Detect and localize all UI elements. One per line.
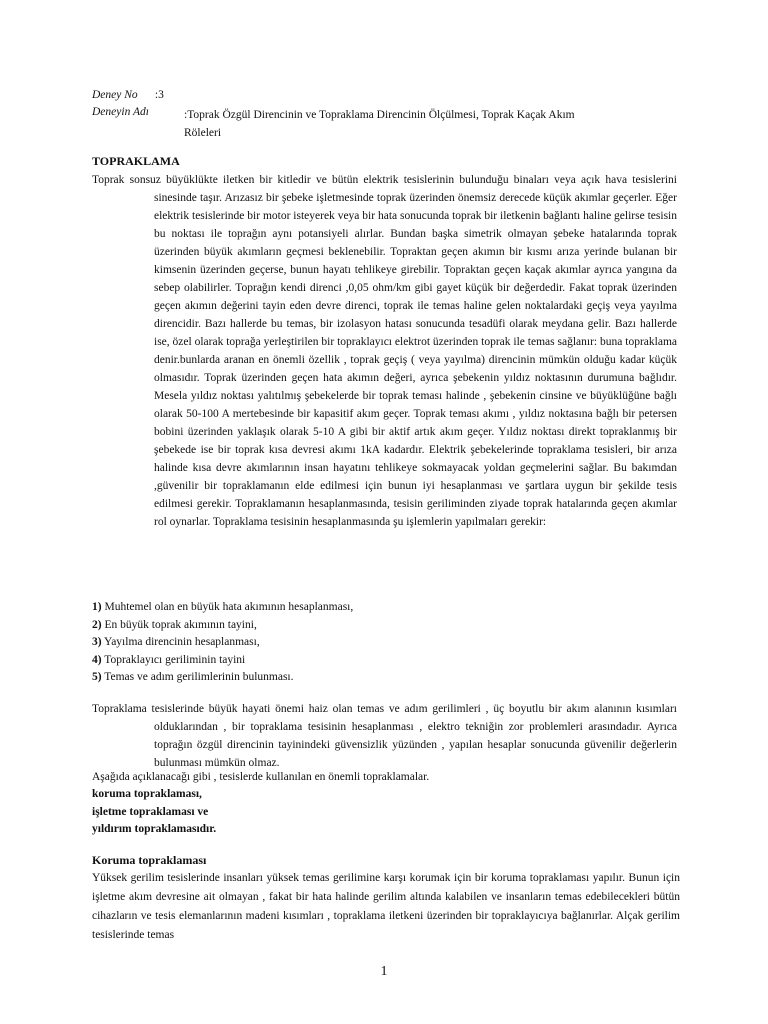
step-text: Temas ve adım gerilimlerinin bulunması. xyxy=(101,671,294,683)
grounding-intro: Aşağıda açıklanacağı gibi , tesislerde kullanılan en önemli topraklamalar. xyxy=(92,771,430,783)
koruma-paragraph: Yüksek gerilim tesislerinde insanları yüksek temas gerilimine karşı korumak için bir koruma topraklaması yapılır. Bunun için işletme akım devresine ait olmayan , fakat bir hata halinde gerilim altında kalabilen ve insanların temas edebilecekleri bütün cihazların ve tesis elemanlarının madeni kısımları , topraklama iletkeni üzerinden bir topraklayıcıya bağlanırlar. Alçak gerilim tesislerinde temas xyxy=(92,872,680,941)
grounding-type: yıldırım topraklamasıdır. xyxy=(92,823,217,835)
experiment-name-label: Deneyin Adı xyxy=(92,106,149,118)
steps-list xyxy=(92,599,353,687)
step-text: En büyük toprak akımının tayini, xyxy=(101,618,257,631)
step-item xyxy=(92,617,353,635)
step-text: Yayılma direncinin hesaplanması, xyxy=(101,636,260,648)
experiment-name-line xyxy=(92,106,652,139)
step-item xyxy=(92,652,353,670)
step-item xyxy=(92,634,353,652)
topraklama-paragraph: Toprak sonsuz büyüklükte iletken bir kitledir ve bütün elektrik tesislerinin bulunduğu binaları veya açık hava tesislerini sinesinde taşır. Arızasız bir şebeke işletmesinde toprak üzerinden önemsiz derecede küçük akımlar geçerler. Eğer elektrik tesislerinde bir motor isteyerek veya bir hata sonucunda toprak bir iletkenin bağlantı haline gelirse tesisin bu noktası ile toprağın aynı potansiyeli alırlar. Bundan başka simetrik olmayan şebeke hatalarında toprak üzerinden büyük akımların geçmesi beklenebilir. Topraktan geçen akımın bir kısmı arıza yerinde bulanan bir kimsenin üzerinden geçerse, bunun hayatı tehlikeye girebilir. Topraktan geçen kaçak akımlar ayrıca yangına da sebep olabilirler. Toprağın kendi direnci ,0,05 ohm/km gibi gayet küçük bir değerdedir. Fakat toprak üzerinden geçen akımın değerini tayin eden devre direnci, toprak ile temas haline gelen noktalardaki geçiş veya yayılma direncidir. Bazı hallerde bu temas, bir izolasyon hatası sonucunda tesadüfi olarak meydana gelir. Bazı hallerde ise, özel olarak toprağa yerleştirilen bir topraklayıcı elektrot üzerinden toprak ile temas sağlanır: buna topraklama denir.bunlarda aranan en önemli özellik , toprak geçiş ( veya yayılma) direncinin mümkün olduğu kadar küçük olmasıdır. Toprak üzerinden geçen hata akımın değeri, ayrıca şebekenin yıldız noktasının durumuna bağlıdır. Mesela yıldız noktası yalıtılmış şebekelerde bir toprak teması halinde , şebekenin cinsine ve büyüklüğüne bağlı olarak 50-100 A mertebesinde bir kapasitif akım geçer. Toprak teması akımı , yıldız noktasına bağlı bir petersen bobini üzerinden yaklaşık olarak 5-10 A gibi bir aktif artık akım geçer. Yıldız noktası direkt topraklanmış bir şebekede ise bir toprak kısa devresi akımı 1kA kadardır. Elektrik şebekelerinde topraklama tesisleri, bir arıza halinde kısa devre akımlarının insan hayatını tehlikeye sokmayacak yoldan geçmelerini sağlar. Bu bakımdan ,güvenilir bir topraklamanın elde edilmesi için bunun iyi hesaplanması ve şartlara uygun bir şekilde tesis edilmesi gerekir. Topraklamanın hesaplanmasında, tesisin geriliminden ziyade toprak hatalarında geçen akımlar rol oynarlar. Topraklama tesisinin hesaplanmasında şu işlemlerin yapılmaları gerekir: xyxy=(92,174,677,528)
step-number: 5) xyxy=(92,671,102,683)
step-number: 3) xyxy=(92,636,102,648)
step-text: Muhtemel olan en büyük hata akımının hesaplanması, xyxy=(101,601,354,613)
page-number: 1 xyxy=(380,964,388,979)
section-title-koruma: Koruma topraklaması xyxy=(92,853,207,867)
step-text: Topraklayıcı geriliminin tayini xyxy=(101,653,246,666)
voltage-paragraph: Topraklama tesislerinde büyük hayati önemi haiz olan temas ve adım gerilimleri , üç boyutlu bir akım alanının kısımları olduklarından , bir topraklama tesisinin hesaplanması , elektro tekniğin zor problemleri arasındadır. Ayrıca toprağın özgül direncinin tayinindeki güvensizlik yüzünden , yapılan hesaplar sonucunda güvenilir değerlerin bulunması mümkün olmaz. xyxy=(92,703,677,769)
experiment-number-line xyxy=(92,89,164,101)
step-item xyxy=(92,669,353,687)
step-number: 4) xyxy=(92,653,102,666)
grounding-types-list xyxy=(92,786,216,839)
step-number: 1) xyxy=(92,601,102,613)
grounding-type: işletme topraklaması ve xyxy=(92,805,209,818)
experiment-name-value: :Toprak Özgül Direncinin ve Topraklama Direncinin Ölçülmesi, Toprak Kaçak Akım Röleleri xyxy=(184,109,575,139)
section-title-topraklama: TOPRAKLAMA xyxy=(92,154,180,168)
experiment-number-label: Deney No xyxy=(92,89,138,101)
grounding-type: koruma topraklaması, xyxy=(92,788,202,800)
step-item xyxy=(92,599,353,617)
experiment-number-value: :3 xyxy=(154,89,164,101)
step-number: 2) xyxy=(92,618,102,631)
